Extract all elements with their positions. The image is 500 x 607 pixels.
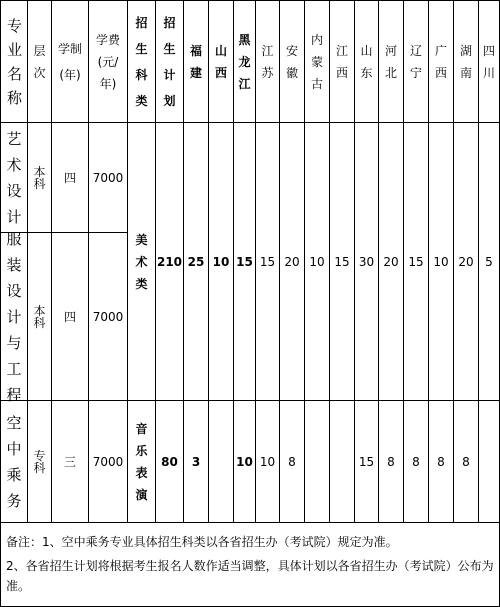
group-1-count-13 [479,123,499,400]
group-1-count-11 [429,123,453,400]
header-tuition-text: 学费(元/年) [95,32,120,91]
group-1-count-1 [184,123,208,400]
header-province-11 [429,1,453,122]
group-2-category [128,401,155,522]
row-3-tuition-text: 7000 [92,454,124,469]
row-2-tuition-text: 7000 [92,309,124,324]
header-province-12-text: 湖南 [459,43,472,80]
header-province-1 [184,1,208,122]
group-1-count-8-text: 30 [358,254,375,269]
header-province-9 [379,1,403,122]
row-2-level-text: 本科 [33,303,46,330]
group-1-category-text: 美术类 [135,232,148,291]
header-province-4 [256,1,279,122]
group-1-count-11-text: 10 [433,254,449,269]
header-province-4-text: 江苏 [261,43,274,80]
group-1-count-8 [355,123,378,400]
header-province-10 [404,1,428,122]
header-level-text: 层次 [33,43,46,80]
group-2-plan [156,401,183,522]
group-2-count-1 [184,401,208,522]
header-province-12 [454,1,478,122]
group-2-count-7 [330,401,354,522]
group-2-count-2 [209,401,233,522]
row-2-duration [52,233,88,400]
group-2-count-10-text: 8 [412,454,420,469]
row-3-level [28,401,51,522]
header-province-8 [355,1,378,122]
header-province-11-text: 广西 [434,43,447,80]
group-1-count-6 [305,123,329,400]
group-1-category [128,123,155,400]
header-province-2-text: 山西 [214,43,227,80]
header-province-6 [305,1,329,122]
row-3-duration-text: 三 [63,454,76,469]
note-2: 2、各省招生计划将根据考生报名人数作适当调整，具体计划以各省招生办（考试院）公布为准。 [6,559,494,593]
header-province-9-text: 河北 [384,43,397,80]
row-1-major [1,123,27,232]
group-2-count-11 [429,401,453,522]
row-2-duration-text: 四 [63,309,76,324]
row-1-major-text: 艺术设计 [6,129,22,226]
header-province-2 [209,1,233,122]
group-2-count-13 [479,401,499,522]
row-1-level-text: 本科 [33,164,46,191]
group-1-count-9-text: 20 [383,254,399,269]
header-province-6-text: 内蒙古 [310,32,323,91]
row-3-level-text: 专科 [33,448,46,475]
group-1-count-12 [454,123,478,400]
row-2-major-text: 服装设计与工程 [6,229,22,404]
group-1-count-1-text: 25 [187,254,205,269]
note-1: 备注：1、空中乘务专业具体招生科类以各省招生办（考试院）规定为准。 [6,535,398,549]
header-province-5 [280,1,304,122]
header-province-1-text: 福建 [189,43,202,80]
group-2-count-11-text: 8 [437,454,445,469]
row-1-duration [52,123,88,232]
group-1-count-2 [209,123,233,400]
group-2-count-3 [234,401,255,522]
group-2-count-4 [256,401,279,522]
header-plan-text: 招生计划 [163,15,176,108]
row-3-major-text: 空中乘务 [6,413,22,510]
group-2-count-12-text: 8 [462,454,470,469]
group-1-count-12-text: 20 [458,254,474,269]
row-1-duration-text: 四 [63,170,76,185]
group-1-count-13-text: 5 [485,254,493,269]
row-3-duration [52,401,88,522]
group-1-count-10 [404,123,428,400]
group-1-count-6-text: 10 [309,254,325,269]
header-category-text: 招生科类 [135,15,148,108]
group-2-count-6 [305,401,329,522]
row-1-level [28,123,51,232]
group-2-count-9-text: 8 [387,454,395,469]
group-2-plan-text: 80 [161,454,178,469]
header-category [128,1,155,122]
row-2-level [28,233,51,400]
row-1-tuition [89,123,127,232]
header-province-8-text: 山东 [360,43,373,80]
header-major [1,1,27,122]
header-major-text: 专业名称 [7,16,23,107]
header-tuition [89,1,127,122]
group-1-count-7-text: 15 [334,254,350,269]
row-2-major [1,229,27,404]
group-1-count-7 [330,123,354,400]
header-duration [52,1,88,122]
group-2-count-9 [379,401,403,522]
group-2-count-8 [355,401,378,522]
group-1-plan-text: 210 [156,254,183,269]
group-2-count-3-text: 10 [236,454,253,469]
header-province-5-text: 安徽 [285,43,298,80]
group-2-count-12 [454,401,478,522]
group-1-count-10-text: 15 [408,254,424,269]
group-1-count-5-text: 20 [284,254,300,269]
header-province-10-text: 辽宁 [409,43,422,80]
row-1-tuition-text: 7000 [92,170,124,185]
row-3-tuition [89,401,127,522]
header-level [28,1,51,122]
header-province-3-text: 黑龙江 [238,32,251,91]
header-duration-text: 学制(年) [57,41,82,82]
header-province-7-text: 江西 [335,43,348,80]
header-plan [156,1,183,122]
header-province-13-text: 四川 [482,43,495,80]
group-1-count-2-text: 10 [212,254,230,269]
group-2-count-8-text: 15 [358,454,375,469]
group-1-count-5 [280,123,304,400]
group-1-plan [156,123,183,400]
header-province-13 [479,1,499,122]
group-2-category-text: 音乐表演 [135,421,148,502]
header-province-7 [330,1,354,122]
group-1-count-4 [256,123,279,400]
group-2-count-1-text: 3 [191,454,201,469]
group-2-count-5 [280,401,304,522]
group-1-count-3-text: 15 [236,254,253,269]
group-2-count-4-text: 10 [259,454,276,469]
group-1-count-9 [379,123,403,400]
header-province-3 [234,1,255,122]
group-2-count-5-text: 8 [288,454,296,469]
group-1-count-4-text: 15 [259,254,276,269]
row-2-tuition [89,233,127,400]
group-2-count-10 [404,401,428,522]
group-1-count-3 [234,123,255,400]
row-3-major [1,401,27,522]
